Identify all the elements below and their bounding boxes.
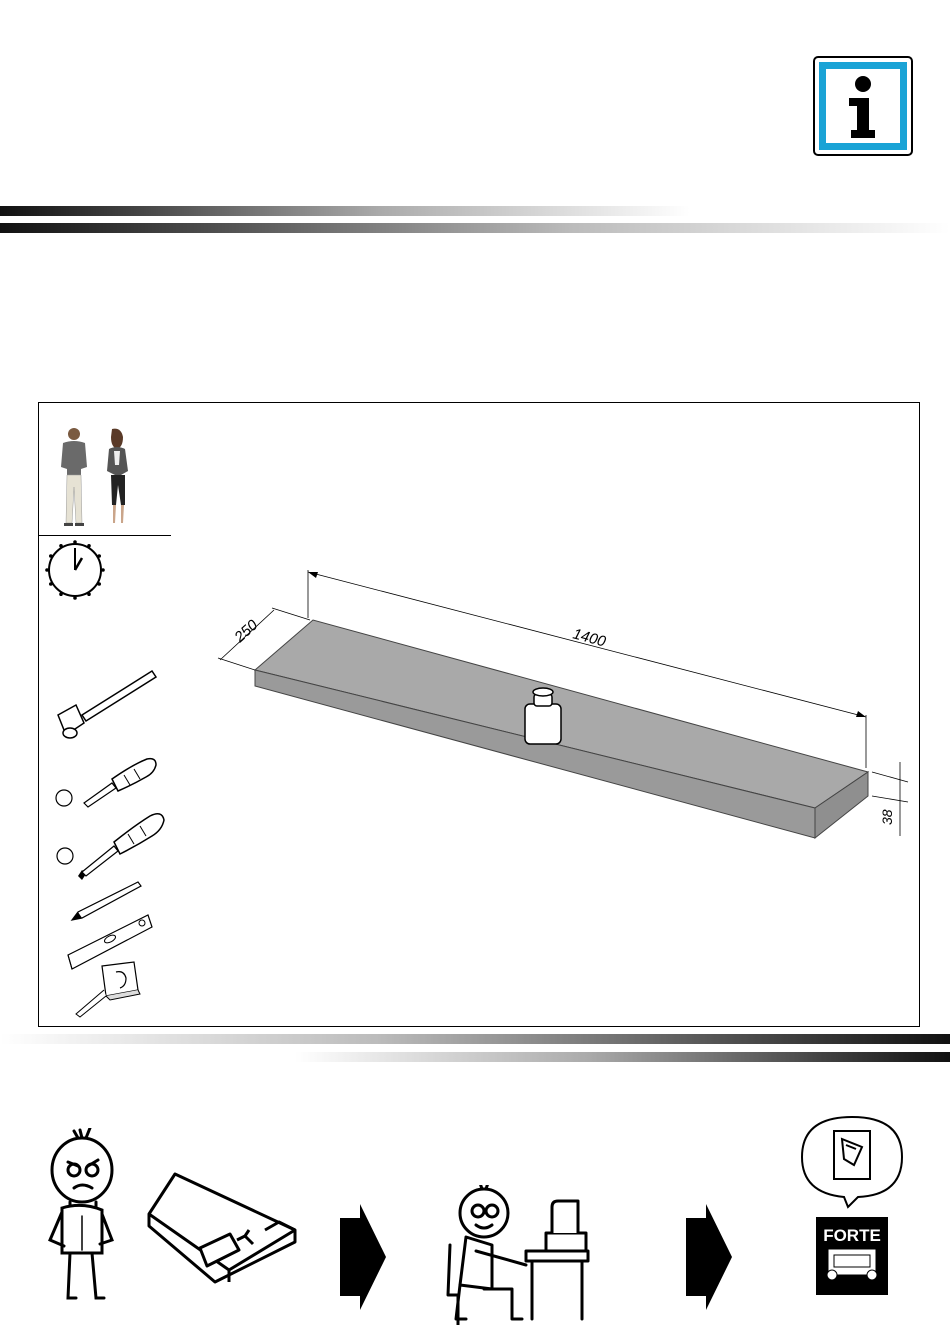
arrow-right-icon bbox=[338, 1204, 388, 1310]
arrow-right-icon bbox=[684, 1204, 734, 1310]
man-at-computer-icon bbox=[436, 1185, 606, 1325]
tape-measure-icon bbox=[70, 960, 145, 1020]
forte-store-icon bbox=[798, 1115, 906, 1300]
panel-divider bbox=[38, 535, 171, 536]
clock-icon bbox=[45, 540, 105, 600]
depth-dimension-label: 250 bbox=[231, 616, 262, 646]
footer-stripe-top bbox=[0, 1034, 950, 1044]
header-stripe-bottom bbox=[0, 223, 950, 233]
info-letter: i bbox=[862, 152, 864, 153]
phillips-screwdriver-icon bbox=[52, 808, 167, 883]
mallet-icon bbox=[52, 665, 162, 745]
thickness-dimension-label: 38 bbox=[879, 809, 895, 825]
info-icon bbox=[813, 56, 913, 156]
angry-man-icon bbox=[40, 1128, 120, 1303]
shelf-diagram bbox=[200, 540, 920, 850]
footer-stripe-bottom bbox=[295, 1052, 950, 1062]
store-label: FORTE bbox=[823, 1226, 881, 1245]
width-dimension-label: 1400 bbox=[570, 625, 608, 651]
damaged-board-icon bbox=[145, 1170, 310, 1285]
flat-screwdriver-icon bbox=[52, 755, 162, 810]
header-stripe-top bbox=[0, 206, 690, 216]
two-people-icon bbox=[55, 425, 140, 530]
